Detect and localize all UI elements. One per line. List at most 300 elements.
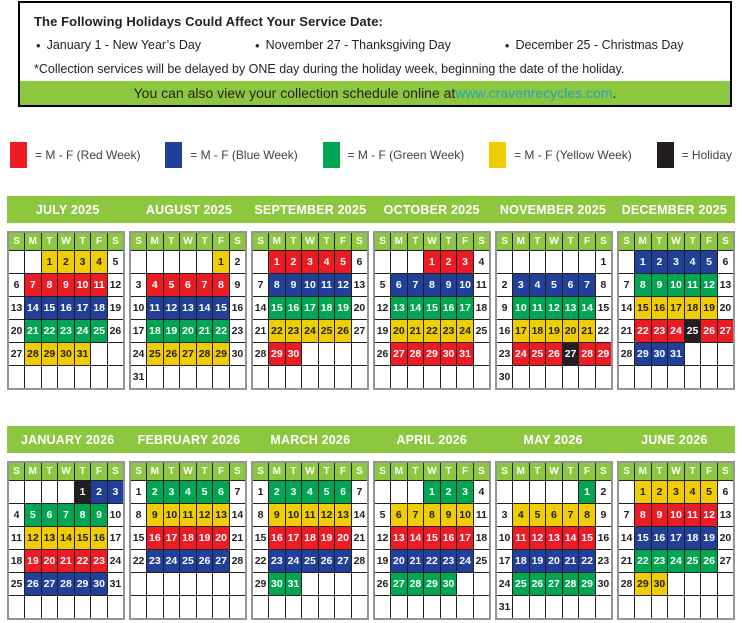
month-calendar xyxy=(617,461,735,620)
empty-cell xyxy=(407,366,424,390)
day-header-cell: M xyxy=(147,232,164,251)
date-cell: 29 xyxy=(424,573,441,596)
day-header-cell: S xyxy=(107,232,124,251)
date-cell: 28 xyxy=(229,550,246,573)
date-cell: 27 xyxy=(391,573,408,596)
date-cell: 21 xyxy=(618,550,635,573)
day-header-cell: S xyxy=(618,462,635,481)
week-row xyxy=(374,504,490,527)
date-cell: 20 xyxy=(213,527,230,550)
empty-cell xyxy=(457,596,474,620)
date-cell: 15 xyxy=(595,297,612,320)
date-cell: 31 xyxy=(496,596,513,620)
date-cell: 31 xyxy=(285,573,302,596)
empty-cell xyxy=(163,366,180,390)
date-cell: 22 xyxy=(424,320,441,343)
day-header-cell: T xyxy=(318,232,335,251)
date-cell: 14 xyxy=(579,297,596,320)
week-row xyxy=(374,320,490,343)
week-row xyxy=(252,274,368,297)
empty-cell xyxy=(74,596,91,620)
week-row xyxy=(252,481,368,504)
date-cell: 16 xyxy=(229,297,246,320)
date-cell: 28 xyxy=(58,573,75,596)
empty-cell xyxy=(163,251,180,274)
day-header-cell: W xyxy=(302,232,319,251)
date-cell: 28 xyxy=(351,550,368,573)
date-cell: 17 xyxy=(457,527,474,550)
empty-cell xyxy=(8,596,25,620)
date-cell: 17 xyxy=(668,527,685,550)
date-cell: 30 xyxy=(440,343,457,366)
day-header-cell: T xyxy=(196,232,213,251)
empty-cell xyxy=(668,573,685,596)
week-row xyxy=(496,550,612,573)
date-cell: 13 xyxy=(351,274,368,297)
holiday-item-thanksgiving xyxy=(255,38,451,52)
empty-cell xyxy=(107,596,124,620)
date-cell: 28 xyxy=(618,343,635,366)
date-cell: 22 xyxy=(424,550,441,573)
empty-cell xyxy=(163,573,180,596)
empty-cell xyxy=(91,343,108,366)
date-cell: 12 xyxy=(318,504,335,527)
date-cell: 12 xyxy=(701,504,718,527)
date-cell: 9 xyxy=(496,297,513,320)
empty-cell xyxy=(351,343,368,366)
date-cell: 8 xyxy=(252,504,269,527)
date-cell: 24 xyxy=(668,550,685,573)
week-row xyxy=(130,550,246,573)
date-cell: 25 xyxy=(302,550,319,573)
week-row xyxy=(618,527,734,550)
date-cell: 6 xyxy=(391,274,408,297)
date-cell: 31 xyxy=(457,343,474,366)
empty-cell xyxy=(196,251,213,274)
day-header-cell: T xyxy=(407,462,424,481)
date-cell: 27 xyxy=(8,343,25,366)
date-cell: 4 xyxy=(302,481,319,504)
date-cell: 15 xyxy=(130,527,147,550)
date-cell: 21 xyxy=(562,550,579,573)
date-cell: 10 xyxy=(513,297,530,320)
date-cell: 29 xyxy=(579,573,596,596)
date-cell: 17 xyxy=(130,320,147,343)
empty-cell xyxy=(546,366,563,390)
legend-label: = Holiday xyxy=(681,148,732,162)
day-header-cell: S xyxy=(130,232,147,251)
date-cell: 13 xyxy=(717,504,734,527)
week-row xyxy=(8,504,124,527)
day-header-cell: S xyxy=(107,462,124,481)
date-cell: 5 xyxy=(196,481,213,504)
date-cell: 28 xyxy=(618,573,635,596)
empty-cell xyxy=(25,481,42,504)
date-cell: 24 xyxy=(457,550,474,573)
date-cell: 26 xyxy=(701,550,718,573)
day-header-cell: M xyxy=(147,462,164,481)
date-cell: 17 xyxy=(107,527,124,550)
day-header-cell: F xyxy=(335,462,352,481)
date-cell: 25 xyxy=(147,343,164,366)
empty-cell xyxy=(302,343,319,366)
date-cell: 25 xyxy=(473,320,490,343)
day-header-cell: W xyxy=(424,232,441,251)
date-cell: 14 xyxy=(351,504,368,527)
empty-cell xyxy=(684,596,701,620)
day-header-cell: W xyxy=(180,232,197,251)
empty-cell xyxy=(374,251,391,274)
empty-cell xyxy=(562,251,579,274)
date-cell: 11 xyxy=(180,504,197,527)
month-title: MARCH 2026 xyxy=(270,432,351,447)
date-cell: 24 xyxy=(163,550,180,573)
date-cell: 27 xyxy=(546,573,563,596)
week-row xyxy=(252,366,368,390)
month-calendar xyxy=(129,231,247,390)
date-cell: 1 xyxy=(213,251,230,274)
date-cell: 4 xyxy=(318,251,335,274)
week-row xyxy=(496,366,612,390)
date-cell: 4 xyxy=(513,504,530,527)
date-cell: 14 xyxy=(252,297,269,320)
date-cell: 23 xyxy=(440,550,457,573)
date-cell: 2 xyxy=(91,481,108,504)
day-header-cell: F xyxy=(335,232,352,251)
empty-cell xyxy=(595,596,612,620)
date-cell: 23 xyxy=(58,320,75,343)
day-header-cell: T xyxy=(285,462,302,481)
date-cell: 15 xyxy=(579,527,596,550)
week-row xyxy=(374,596,490,620)
empty-cell xyxy=(252,596,269,620)
date-cell: 11 xyxy=(684,504,701,527)
date-cell: 4 xyxy=(473,251,490,274)
date-cell: 24 xyxy=(668,320,685,343)
bullet-icon: • xyxy=(504,37,510,53)
date-cell: 6 xyxy=(546,504,563,527)
date-cell: 17 xyxy=(457,297,474,320)
date-cell: 18 xyxy=(91,297,108,320)
day-header-cell: T xyxy=(440,462,457,481)
date-cell: 21 xyxy=(579,320,596,343)
date-cell: 15 xyxy=(424,297,441,320)
date-cell: 15 xyxy=(424,527,441,550)
day-header-cell: F xyxy=(213,462,230,481)
week-row xyxy=(496,527,612,550)
empty-cell xyxy=(8,366,25,390)
date-cell: 5 xyxy=(318,481,335,504)
date-cell: 18 xyxy=(513,550,530,573)
day-header-cell: M xyxy=(25,462,42,481)
date-cell: 22 xyxy=(130,550,147,573)
month-title: OCTOBER 2025 xyxy=(383,202,480,217)
week-row xyxy=(252,320,368,343)
day-header-cell: T xyxy=(440,232,457,251)
date-cell: 16 xyxy=(147,527,164,550)
date-cell: 22 xyxy=(74,550,91,573)
date-cell: 25 xyxy=(473,550,490,573)
empty-cell xyxy=(318,343,335,366)
week-row xyxy=(8,274,124,297)
date-cell: 22 xyxy=(635,550,652,573)
date-cell: 1 xyxy=(424,481,441,504)
week-row xyxy=(496,573,612,596)
week-row xyxy=(496,596,612,620)
day-header-cell: T xyxy=(684,232,701,251)
day-header-cell: S xyxy=(130,462,147,481)
day-header-cell: T xyxy=(684,462,701,481)
holiday-item-christmas xyxy=(505,38,684,52)
week-row xyxy=(374,481,490,504)
week-row xyxy=(374,527,490,550)
day-header-cell: T xyxy=(318,462,335,481)
empty-cell xyxy=(562,366,579,390)
date-cell: 3 xyxy=(513,274,530,297)
date-cell: 20 xyxy=(391,320,408,343)
empty-cell xyxy=(25,366,42,390)
date-cell: 2 xyxy=(440,251,457,274)
date-cell: 30 xyxy=(285,343,302,366)
date-cell: 14 xyxy=(562,527,579,550)
date-cell: 15 xyxy=(269,297,286,320)
date-cell: 23 xyxy=(595,550,612,573)
date-cell: 19 xyxy=(701,297,718,320)
bullet-icon: • xyxy=(255,37,260,53)
week-row xyxy=(8,550,124,573)
empty-cell xyxy=(684,573,701,596)
week-row xyxy=(374,343,490,366)
date-cell: 10 xyxy=(74,274,91,297)
empty-cell xyxy=(407,481,424,504)
empty-cell xyxy=(424,596,441,620)
month-title: MAY 2026 xyxy=(523,432,583,447)
day-header-cell: F xyxy=(701,232,718,251)
day-header-cell: W xyxy=(668,232,685,251)
day-header-cell: T xyxy=(41,462,58,481)
empty-cell xyxy=(701,596,718,620)
empty-cell xyxy=(717,573,734,596)
day-header-cell: M xyxy=(513,462,530,481)
legend-item-holiday xyxy=(657,142,732,168)
empty-cell xyxy=(701,573,718,596)
date-cell: 9 xyxy=(58,274,75,297)
bullet-icon: • xyxy=(36,37,41,53)
date-cell: 13 xyxy=(717,274,734,297)
day-header-cell: T xyxy=(163,462,180,481)
date-cell: 19 xyxy=(374,320,391,343)
week-row xyxy=(252,297,368,320)
date-cell: 18 xyxy=(8,550,25,573)
empty-cell xyxy=(147,596,164,620)
date-cell: 2 xyxy=(229,251,246,274)
legend-item-blue-week xyxy=(165,142,297,168)
empty-cell xyxy=(318,596,335,620)
date-cell: 8 xyxy=(41,274,58,297)
day-header-cell: W xyxy=(668,462,685,481)
date-cell: 27 xyxy=(335,550,352,573)
date-cell: 4 xyxy=(529,274,546,297)
day-header-cell: T xyxy=(651,232,668,251)
date-cell: 12 xyxy=(701,274,718,297)
day-header-cell: S xyxy=(496,232,513,251)
date-cell: 28 xyxy=(562,573,579,596)
date-cell: 11 xyxy=(513,527,530,550)
date-cell: 18 xyxy=(473,527,490,550)
month-title: APRIL 2026 xyxy=(396,432,467,447)
month-calendar xyxy=(495,231,613,390)
date-cell: 5 xyxy=(25,504,42,527)
date-cell: 20 xyxy=(717,527,734,550)
week-row xyxy=(130,274,246,297)
date-cell: 27 xyxy=(351,320,368,343)
week-row xyxy=(8,251,124,274)
day-header-cell: T xyxy=(285,232,302,251)
day-header-cell: M xyxy=(635,232,652,251)
date-cell: 22 xyxy=(595,320,612,343)
date-cell: 26 xyxy=(374,343,391,366)
date-cell: 2 xyxy=(58,251,75,274)
date-cell: 22 xyxy=(269,320,286,343)
date-cell: 7 xyxy=(618,274,635,297)
date-cell: 12 xyxy=(374,527,391,550)
date-cell: 3 xyxy=(496,504,513,527)
day-header-cell: S xyxy=(229,232,246,251)
date-cell: 30 xyxy=(229,343,246,366)
empty-cell xyxy=(318,573,335,596)
day-header-cell: M xyxy=(391,462,408,481)
day-header-cell: T xyxy=(529,232,546,251)
date-cell: 29 xyxy=(213,343,230,366)
day-header-cell: F xyxy=(701,462,718,481)
week-row xyxy=(8,481,124,504)
calendar-section-2025 xyxy=(7,196,735,390)
empty-cell xyxy=(91,366,108,390)
day-header-cell: T xyxy=(562,462,579,481)
empty-cell xyxy=(130,251,147,274)
date-cell: 27 xyxy=(717,550,734,573)
date-cell: 9 xyxy=(147,504,164,527)
week-row xyxy=(8,343,124,366)
week-row xyxy=(374,274,490,297)
date-cell: 21 xyxy=(58,550,75,573)
blue-week-swatch xyxy=(165,142,182,168)
empty-cell xyxy=(684,366,701,390)
date-cell: 3 xyxy=(130,274,147,297)
empty-cell xyxy=(391,596,408,620)
date-cell: 1 xyxy=(595,251,612,274)
date-cell: 30 xyxy=(651,573,668,596)
holiday-item-label: January 1 - New Year’s Day xyxy=(46,38,202,52)
day-header-cell: W xyxy=(546,462,563,481)
date-cell: 18 xyxy=(473,297,490,320)
date-cell: 15 xyxy=(74,527,91,550)
day-header-cell: S xyxy=(374,462,391,481)
empty-cell xyxy=(717,596,734,620)
date-cell: 16 xyxy=(651,297,668,320)
empty-cell xyxy=(457,573,474,596)
date-cell: 9 xyxy=(440,504,457,527)
date-cell: 29 xyxy=(74,573,91,596)
date-cell: 1 xyxy=(635,481,652,504)
date-cell: 12 xyxy=(529,527,546,550)
website-link[interactable]: www.cravenrecycles.com xyxy=(455,85,613,101)
empty-cell xyxy=(107,343,124,366)
holiday-notice-title: The Following Holidays Could Affect Your Service Date: xyxy=(34,14,383,29)
date-cell: 10 xyxy=(285,504,302,527)
empty-cell xyxy=(91,596,108,620)
empty-cell xyxy=(407,251,424,274)
day-header-cell: S xyxy=(595,232,612,251)
date-cell: 5 xyxy=(374,504,391,527)
date-cell: 24 xyxy=(457,320,474,343)
date-cell: 21 xyxy=(25,320,42,343)
day-header-cell: S xyxy=(8,232,25,251)
day-header-cell: T xyxy=(163,232,180,251)
empty-cell xyxy=(180,366,197,390)
date-cell: 5 xyxy=(701,481,718,504)
day-header-cell: T xyxy=(562,232,579,251)
date-cell: 23 xyxy=(285,320,302,343)
date-cell: 9 xyxy=(651,504,668,527)
legend-item-green-week xyxy=(323,142,465,168)
date-cell: 30 xyxy=(58,343,75,366)
week-row xyxy=(496,481,612,504)
date-cell: 12 xyxy=(546,297,563,320)
date-cell: 28 xyxy=(25,343,42,366)
date-cell: 11 xyxy=(473,504,490,527)
empty-cell xyxy=(180,596,197,620)
day-header-cell: W xyxy=(58,462,75,481)
day-header-cell: W xyxy=(302,462,319,481)
date-cell: 11 xyxy=(318,274,335,297)
day-header-cell: F xyxy=(579,462,596,481)
date-cell: 8 xyxy=(213,274,230,297)
date-cell: 11 xyxy=(529,297,546,320)
month-calendar xyxy=(129,461,247,620)
day-header-cell: S xyxy=(8,462,25,481)
date-cell: 3 xyxy=(668,481,685,504)
month-calendar xyxy=(373,461,491,620)
date-cell: 20 xyxy=(335,527,352,550)
empty-cell xyxy=(147,366,164,390)
legend-label: = M - F (Green Week) xyxy=(347,148,465,162)
date-cell: 30 xyxy=(440,573,457,596)
week-row xyxy=(374,550,490,573)
day-header-cell: S xyxy=(618,232,635,251)
date-cell: 19 xyxy=(107,297,124,320)
date-cell: 3 xyxy=(285,481,302,504)
date-cell: 31 xyxy=(130,366,147,390)
empty-cell xyxy=(701,366,718,390)
date-cell: 7 xyxy=(351,481,368,504)
empty-cell xyxy=(302,596,319,620)
week-row xyxy=(252,573,368,596)
week-row xyxy=(496,297,612,320)
date-cell: 14 xyxy=(618,297,635,320)
date-cell: 15 xyxy=(635,527,652,550)
month-title: JANUARY 2026 xyxy=(20,432,115,447)
online-schedule-banner xyxy=(20,81,730,105)
calendar-section-2026 xyxy=(7,426,735,620)
date-cell: 3 xyxy=(163,481,180,504)
date-cell: 13 xyxy=(391,527,408,550)
date-cell: 15 xyxy=(635,297,652,320)
date-cell: 28 xyxy=(579,343,596,366)
empty-cell xyxy=(374,481,391,504)
month-calendar xyxy=(7,461,125,620)
day-header-cell: W xyxy=(424,462,441,481)
